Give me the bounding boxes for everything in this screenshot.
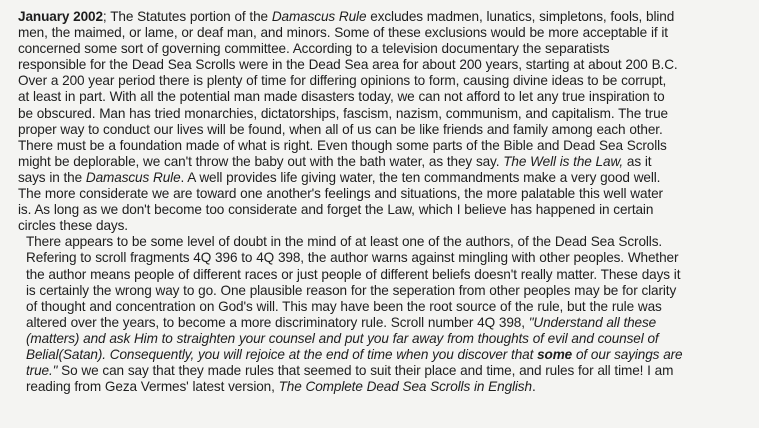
text-line: responsible for the Dead Sea Scrolls were in the Dead Sea area for about 200 years, starting at about 200 B.C. (18, 57, 678, 73)
text-line (18, 154, 750, 170)
text-run: excludes madmen, lunatics, simpletons, fools, blind (366, 9, 675, 24)
text-line: be obscured. Man has tried monarchies, dictatorships, fascism, nazism, communism, and capitalism. The true (18, 105, 668, 121)
paragraph-1 (18, 9, 750, 234)
text-line (18, 9, 750, 25)
text-run: . (531, 379, 536, 395)
text-line: circles these days. (18, 218, 128, 234)
text-run: as it (623, 153, 652, 169)
emphasis-word: some (537, 346, 573, 362)
scroll-quote: true." (26, 363, 58, 379)
text-line (18, 331, 750, 347)
scroll-quote: of our sayings are (572, 346, 683, 362)
book-title: Damascus Rule (271, 9, 367, 24)
text-line: is. As long as we don't become too considerate and forget the Law, which I believe has happened in certain (18, 202, 654, 218)
date-heading: January 2002 (18, 9, 103, 24)
text-line: of thought and concentration on God's will. This may have been the root source of the rule, but the rule was (26, 298, 662, 314)
text-run: reading from Geza Vermes' latest version, (26, 379, 279, 395)
text-line: is certainly the wrong way to go. One plausible reason for the seperation from other peoples may be for clarity (26, 282, 677, 298)
scroll-quote: "Understand all these (528, 314, 657, 330)
text-line: Refering to scroll fragments 4Q 396 to 4Q 398, the author warns against mingling with other peoples. Whether (26, 250, 679, 266)
text-run: says in the (18, 169, 86, 185)
text-line: The more considerate we are toward one another's feelings and situations, the more palatable this well water (18, 186, 663, 202)
text-run: So we can say that they made rules that seemed to suit their place and time, and rules for all time! I am (57, 363, 674, 379)
text-line: concerned some sort of governing committee. According to a television documentary the separatists (18, 41, 610, 57)
text-line (18, 379, 750, 395)
text-line: the author means people of different races or just people of different beliefs doesn't really matter. These days it (26, 266, 681, 282)
text-line: at least in part. With all the potential man made disasters today, we can not afford to let any true inspiration to (18, 89, 665, 105)
text-run: might be deplorable, we can't throw the baby out with the bath water, as they say. (18, 153, 504, 169)
text-line (18, 315, 750, 331)
text-run: altered over the years, to become a more discriminatory rule. Scroll number 4Q 398, (26, 314, 529, 330)
text-line: men, the maimed, or lame, or deaf man, and minors. Some of these exclusions would be more acceptable if it (18, 25, 668, 41)
text-run: . A well provides life giving water, the ten commandments make a very good well. (180, 169, 661, 185)
text-line: proper way to conduct our lives will be found, when all of us can be like friends and family among each other. (18, 121, 663, 137)
scroll-quote: (matters) and ask Him to straighten your counsel and put you far away from thoughts of evil and counsel of (26, 330, 659, 346)
text-run: ; The Statutes portion of the (102, 9, 272, 24)
text-line: There must be a foundation made of what is right. Even though some parts of the Bible and Dead Sea Scrolls (18, 137, 667, 153)
text-line: Over a 200 year period there is plenty of time for differing opinions to form, causing divine ideas to be corrupt, (18, 73, 667, 89)
paragraph-2 (18, 234, 750, 395)
scroll-quote: Belial(Satan). Consequently, you will rejoice at the end of time when you discover that (26, 346, 538, 362)
book-title: Damascus Rule (85, 169, 181, 185)
quote-italic: The Well is the Law, (503, 153, 624, 169)
text-line: There appears to be some level of doubt in the mind of at least one of the authors, of the Dead Sea Scrolls. (26, 234, 663, 250)
book-title: The Complete Dead Sea Scrolls in English (278, 379, 532, 395)
text-line (18, 170, 750, 186)
text-line (18, 363, 750, 379)
text-line (18, 347, 750, 363)
